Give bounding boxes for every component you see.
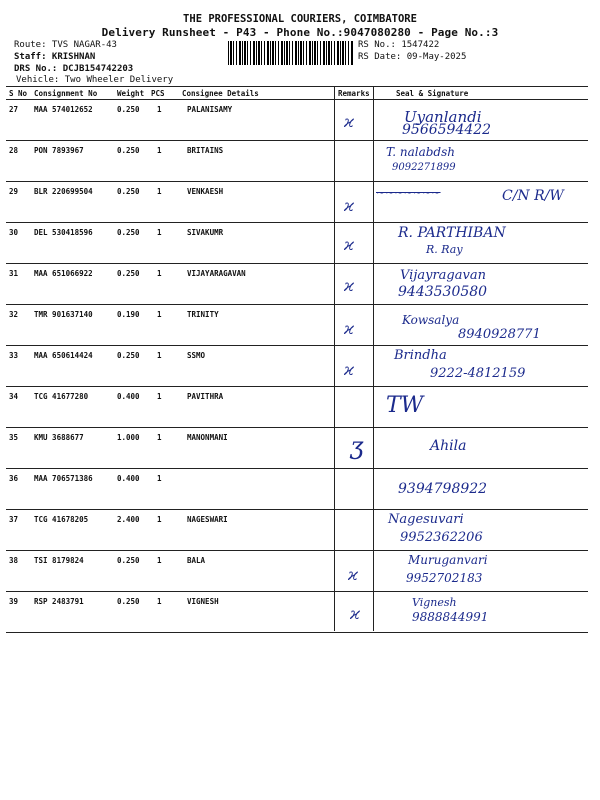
table-row bbox=[6, 100, 588, 140]
row-weight: 0.250 bbox=[117, 146, 140, 155]
table-row bbox=[6, 305, 588, 345]
row-signature: Vignesh bbox=[412, 596, 457, 609]
row-remark-mark: ϰ bbox=[350, 604, 360, 623]
row-pcs: 1 bbox=[157, 351, 162, 360]
row-signature: Kowsalya bbox=[402, 313, 460, 327]
vehicle-label: Vehicle: Two Wheeler Delivery bbox=[16, 75, 174, 85]
rs-date: RS Date: 09-May-2025 bbox=[358, 52, 467, 62]
row-sno: 36 bbox=[9, 474, 19, 483]
header-sno: S No bbox=[9, 89, 28, 98]
row-sno: 34 bbox=[9, 392, 19, 401]
row-pcs: 1 bbox=[157, 474, 162, 483]
row-consignee: BALA bbox=[187, 556, 206, 565]
header-consignment: Consignment No bbox=[34, 89, 98, 98]
row-remark-mark: ϰ bbox=[344, 196, 354, 215]
row-consignment-no: TCG 41678205 bbox=[34, 515, 89, 524]
drs-number: DRS No.: DCJB154742203 bbox=[14, 64, 134, 74]
row-remark-mark: ϰ bbox=[344, 276, 354, 295]
runsheet-subtitle: Delivery Runsheet - P43 - Phone No.:9047080280 - Page No.:3 bbox=[101, 26, 499, 39]
row-weight: 0.400 bbox=[117, 474, 140, 483]
row-signature: TW bbox=[386, 393, 424, 418]
row-signature-line2: 8940928771 bbox=[458, 327, 541, 342]
row-weight: 0.250 bbox=[117, 269, 140, 278]
row-consignee: PAVITHRA bbox=[187, 392, 224, 401]
row-consignment-no: BLR 220699504 bbox=[34, 187, 93, 196]
row-remark-mark: ϰ bbox=[344, 360, 354, 379]
table-row bbox=[6, 592, 588, 632]
row-pcs: 1 bbox=[157, 146, 162, 155]
row-sno: 31 bbox=[9, 269, 19, 278]
row-signature-line2: 9566594422 bbox=[402, 122, 492, 138]
row-signature-line2: 9888844991 bbox=[412, 610, 489, 624]
table-top-border bbox=[6, 86, 588, 87]
row-signature: Brindha bbox=[394, 348, 447, 363]
header-signature: Seal & Signature bbox=[396, 89, 469, 98]
row-pcs: 1 bbox=[157, 556, 162, 565]
row-signature-line2: R. Ray bbox=[426, 243, 463, 256]
row-consignee: MANONMANI bbox=[187, 433, 228, 442]
row-consignee: VIJAYARAGAVAN bbox=[187, 269, 246, 278]
row-consignee: SIVAKUMR bbox=[187, 228, 224, 237]
row-signature: Vijayragavan bbox=[400, 268, 486, 283]
row-signature: R. PARTHIBAN bbox=[398, 225, 506, 241]
row-sno: 29 bbox=[9, 187, 19, 196]
row-weight: 1.000 bbox=[117, 433, 140, 442]
row-remark-mark: ϰ bbox=[344, 235, 354, 254]
row-sno: 33 bbox=[9, 351, 19, 360]
row-consignment-no: RSP 2483791 bbox=[34, 597, 84, 606]
rs-number: RS No.: 1547422 bbox=[358, 40, 440, 50]
header-remarks: Remarks bbox=[338, 89, 370, 98]
table-row bbox=[6, 387, 588, 427]
row-consignee: PALANISAMY bbox=[187, 105, 233, 114]
row-pcs: 1 bbox=[157, 597, 162, 606]
row-pcs: 1 bbox=[157, 228, 162, 237]
row-weight: 0.250 bbox=[117, 105, 140, 114]
row-consignee: BRITAINS bbox=[187, 146, 224, 155]
table-row bbox=[6, 510, 588, 550]
row-consignment-no: PON 7893967 bbox=[34, 146, 84, 155]
row-weight: 0.190 bbox=[117, 310, 140, 319]
row-weight: 0.250 bbox=[117, 597, 140, 606]
table-row bbox=[6, 264, 588, 304]
row-consignee: VENKAESH bbox=[187, 187, 224, 196]
row-sno: 38 bbox=[9, 556, 19, 565]
table-row bbox=[6, 346, 588, 386]
row-sno: 27 bbox=[9, 105, 19, 114]
row-pcs: 1 bbox=[157, 269, 162, 278]
row-consignment-no: MAA 574012652 bbox=[34, 105, 93, 114]
row-pcs: 1 bbox=[157, 515, 162, 524]
table-row bbox=[6, 141, 588, 181]
row-pcs: 1 bbox=[157, 310, 162, 319]
row-consignee: SSMO bbox=[187, 351, 206, 360]
row-consignment-no: MAA 651066922 bbox=[34, 269, 93, 278]
header-pcs: PCS bbox=[151, 89, 165, 98]
header-consignee: Consignee Details bbox=[182, 89, 259, 98]
row-signature-line2: 9222-4812159 bbox=[430, 366, 526, 381]
row-remark-mark: ϰ bbox=[344, 319, 354, 338]
row-signature: Nagesuvari bbox=[388, 512, 464, 527]
table-row bbox=[6, 469, 588, 509]
row-consignment-no: DEL 530418596 bbox=[34, 228, 93, 237]
row-consignment-no: TMR 901637140 bbox=[34, 310, 93, 319]
row-signature-line2: 9443530580 bbox=[398, 284, 488, 300]
barcode bbox=[228, 41, 354, 65]
row-consignment-no: KMU 3688677 bbox=[34, 433, 84, 442]
row-weight: 0.250 bbox=[117, 187, 140, 196]
row-pcs: 1 bbox=[157, 433, 162, 442]
row-signature-line2: 9092271899 bbox=[392, 162, 456, 173]
row-signature-line2: 9952702183 bbox=[406, 571, 483, 585]
row-consignee: VIGNESH bbox=[187, 597, 219, 606]
table-row bbox=[6, 182, 588, 222]
row-consignment-no: MAA 650614424 bbox=[34, 351, 93, 360]
staff-label: Staff: KRISHNAN bbox=[14, 52, 96, 62]
row-sno: 30 bbox=[9, 228, 19, 237]
row-sno: 32 bbox=[9, 310, 19, 319]
row-consignment-no: TCG 41677280 bbox=[34, 392, 89, 401]
row-signature: 9394798922 bbox=[398, 481, 488, 497]
header-weight: Weight bbox=[117, 89, 145, 98]
row-consignee: NAGESWARI bbox=[187, 515, 228, 524]
row-signature-line2: C/N R/W bbox=[502, 188, 564, 204]
row-pcs: 1 bbox=[157, 187, 162, 196]
row-pcs: 1 bbox=[157, 392, 162, 401]
row-sno: 28 bbox=[9, 146, 19, 155]
row-consignment-no: MAA 706571386 bbox=[34, 474, 93, 483]
route-label: Route: TVS NAGAR-43 bbox=[14, 40, 117, 50]
table-row bbox=[6, 428, 588, 468]
row-remark-mark: ϰ bbox=[348, 565, 358, 584]
row-divider bbox=[6, 632, 588, 633]
company-title: THE PROFESSIONAL COURIERS, COIMBATORE bbox=[183, 13, 417, 25]
row-signature-line2: 9952362206 bbox=[400, 530, 483, 545]
row-remark-mark: ϰ bbox=[344, 112, 354, 131]
row-weight: 0.400 bbox=[117, 392, 140, 401]
row-signature: Muruganvari bbox=[408, 553, 488, 567]
table-row bbox=[6, 223, 588, 263]
row-consignment-no: TSI 8179824 bbox=[34, 556, 84, 565]
row-consignee: TRINITY bbox=[187, 310, 219, 319]
row-pcs: 1 bbox=[157, 105, 162, 114]
row-weight: 0.250 bbox=[117, 228, 140, 237]
row-weight: 0.250 bbox=[117, 556, 140, 565]
row-signature: Ahila bbox=[430, 438, 467, 454]
row-signature: T. nalabdsh bbox=[386, 145, 455, 159]
table-row bbox=[6, 551, 588, 591]
row-weight: 2.400 bbox=[117, 515, 140, 524]
row-signature: ~~~~~~~ bbox=[376, 186, 441, 199]
row-signature: Uyanlandi bbox=[404, 108, 482, 126]
row-remark-mark: ʒ bbox=[350, 432, 364, 460]
row-sno: 35 bbox=[9, 433, 19, 442]
row-sno: 37 bbox=[9, 515, 19, 524]
row-sno: 39 bbox=[9, 597, 19, 606]
row-weight: 0.250 bbox=[117, 351, 140, 360]
